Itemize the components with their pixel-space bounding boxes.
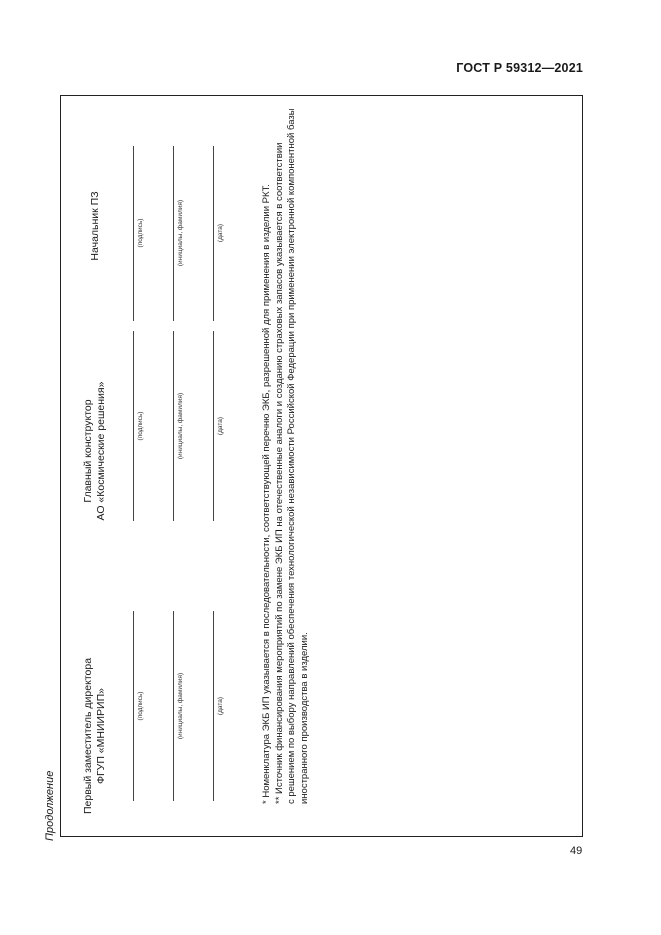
date-line-1 [213, 611, 214, 801]
name-line-1 [173, 611, 174, 801]
footnote-4: иностранного производства в изделии. [298, 632, 310, 804]
page-number: 49 [570, 845, 583, 857]
footnote-1: * Номенклатура ЭКБ ИП указывается в последовательности, соответствующей перечню ЭКБ, разрешенной для применения в изделии РКТ. [261, 184, 272, 804]
caption-name-1: (инициалы, фамилия) [177, 672, 184, 740]
footnotes [261, 108, 311, 804]
caption-date-1: (дата) [217, 696, 224, 716]
signature-line-1 [133, 611, 134, 801]
date-line-3 [213, 146, 214, 321]
date-line-2 [213, 331, 214, 521]
caption-date-2: (дата) [217, 416, 224, 436]
signature-title-1 [82, 636, 108, 836]
footnote-2: ** Источник финансирования мероприятий по замене ЭКБ ИП на отечественные аналоги и созданию страховых запасов указывается в соответствии [273, 142, 285, 804]
caption-signature-3: (подпись) [137, 218, 144, 248]
signature-title-2 [82, 351, 108, 551]
signature-line-3 [133, 146, 134, 321]
signature-title-3-line1: Начальник ПЗ [89, 191, 101, 261]
signature-title-2-line1: Главный конструктор [82, 399, 94, 503]
footnote-3: с решением по выбору направлений обеспечения технологической независимости Российской Федерации при применении электронной компонентной базы [286, 108, 298, 804]
signature-line-2 [133, 331, 134, 521]
caption-signature-2: (подпись) [137, 411, 144, 441]
signature-title-3 [89, 126, 102, 326]
caption-name-3: (инициалы, фамилия) [177, 199, 184, 267]
name-line-3 [173, 146, 174, 321]
name-line-2 [173, 331, 174, 521]
signature-title-1-line2: ФГУП «МНИИРИП» [95, 688, 107, 785]
continuation-label: Продолжение [44, 770, 56, 841]
standard-code: ГОСТ Р 59312—2021 [456, 61, 583, 75]
caption-signature-1: (подпись) [137, 691, 144, 721]
signature-title-2-line2: АО «Космические решения» [95, 381, 107, 521]
signature-title-1-line1: Первый заместитель директора [82, 657, 94, 815]
caption-name-2: (инициалы, фамилия) [177, 392, 184, 460]
caption-date-3: (дата) [217, 223, 224, 243]
table-frame [44, 95, 583, 841]
